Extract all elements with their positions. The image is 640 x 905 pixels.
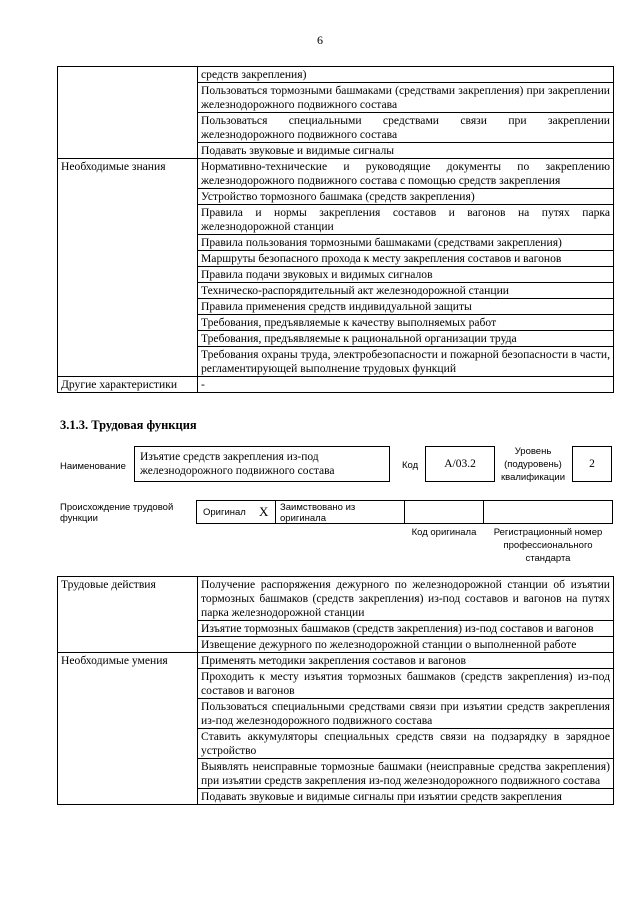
code-original-cell [404, 500, 484, 524]
knowledge-table [57, 66, 614, 393]
table-item-cell: средств закрепления) [198, 67, 614, 83]
actions-table [57, 576, 614, 805]
original-cell [196, 500, 276, 524]
original-label: Оригинал [203, 507, 246, 518]
table-item-cell: Извещение дежурного по железнодорожной станции о выполненной работе [198, 637, 614, 653]
level-label: Уровень (подуровень) квалификации [500, 446, 566, 483]
table-item-cell: Техническо-распорядительный акт железнодорожной станции [198, 283, 614, 299]
reg-number-caption: Регистрационный номер профессионального стандарта [493, 527, 603, 564]
table-item-cell: Требования, предъявляемые к качеству выполняемых работ [198, 315, 614, 331]
table-item-cell: Ставить аккумуляторы специальных средств связи на подзарядку в зарядное устройство [198, 729, 614, 759]
table-item-cell: Правила подачи звуковых и видимых сигналов [198, 267, 614, 283]
table-item-cell: Маршруты безопасного прохода к месту закрепления составов и вагонов [198, 251, 614, 267]
table-item-cell: Устройство тормозного башмака (средств закрепления) [198, 189, 614, 205]
table-item-cell: Подавать звуковые и видимые сигналы [198, 143, 614, 159]
table-category-cell: Трудовые действия [58, 577, 198, 653]
table-item-cell: Выявлять неисправные тормозные башмаки (неисправные средства закрепления) при изъятии средств закрепления из-под железнодорожного подвижного состава [198, 759, 614, 789]
table-item-cell: Правила применения средств индивидуальной защиты [198, 299, 614, 315]
page-number: 6 [317, 33, 323, 47]
borrowed-cell [275, 500, 405, 524]
code-original-caption: Код оригинала [411, 527, 477, 538]
level-value-box: 2 [572, 446, 612, 482]
table-item-cell: Пользоваться специальными средствами связи при изъятии средств закрепления из-под железнодорожного подвижного состава [198, 699, 614, 729]
borrowed-label: Заимствовано из оригинала [280, 502, 356, 524]
code-value-box: A/03.2 [425, 446, 495, 482]
reg-number-cell [483, 500, 613, 524]
table-item-cell: Проходить к месту изъятия тормозных башмаков (средств закрепления) из-под составов и вагонов [198, 669, 614, 699]
table-category-cell: Необходимые знания [58, 159, 198, 377]
table-category-cell: Другие характеристики [58, 377, 198, 393]
table-item-cell: Применять методики закрепления составов и вагонов [198, 653, 614, 669]
table-item-cell: Нормативно-технические и руководящие документы по закреплению железнодорожного подвижного состава с помощью средств закрепления [198, 159, 614, 189]
table-item-cell: Правила пользования тормозными башмаками (средствами закрепления) [198, 235, 614, 251]
table-item-cell: Требования, предъявляемые к рациональной организации труда [198, 331, 614, 347]
table-item-cell: Требования охраны труда, электробезопасности и пожарной безопасности в части, регламентирующей выполнение трудовых функций [198, 347, 614, 377]
section-title: 3.1.3. Трудовая функция [60, 418, 197, 432]
table-item-cell: Изъятие тормозных башмаков (средств закрепления) из-под составов и вагонов [198, 621, 614, 637]
table-item-cell: Получение распоряжения дежурного по железнодорожной станции об изъятии тормозных башмаков (средств закрепления) из-под составов и вагонов на путях парка железнодорожной станции [198, 577, 614, 621]
table-item-cell: Подавать звуковые и видимые сигналы при изъятии средств закрепления [198, 789, 614, 805]
table-category-cell [58, 67, 198, 159]
table-item-cell: Пользоваться тормозными башмаками (средствами закрепления) при закреплении железнодорожного подвижного состава [198, 83, 614, 113]
name-label: Наименование [60, 461, 126, 472]
origin-label: Происхождение трудовой функции [60, 502, 174, 524]
original-mark: X [259, 504, 269, 519]
function-name-box: Изъятие средств закрепления из-под железнодорожного подвижного состава [134, 446, 390, 482]
table-category-cell: Необходимые умения [58, 653, 198, 805]
code-label: Код [402, 460, 419, 471]
table-item-cell: - [198, 377, 614, 393]
table-item-cell: Правила и нормы закрепления составов и вагонов на путях парка железнодорожной станции [198, 205, 614, 235]
table-item-cell: Пользоваться специальными средствами связи при закреплении железнодорожного подвижного состава [198, 113, 614, 143]
